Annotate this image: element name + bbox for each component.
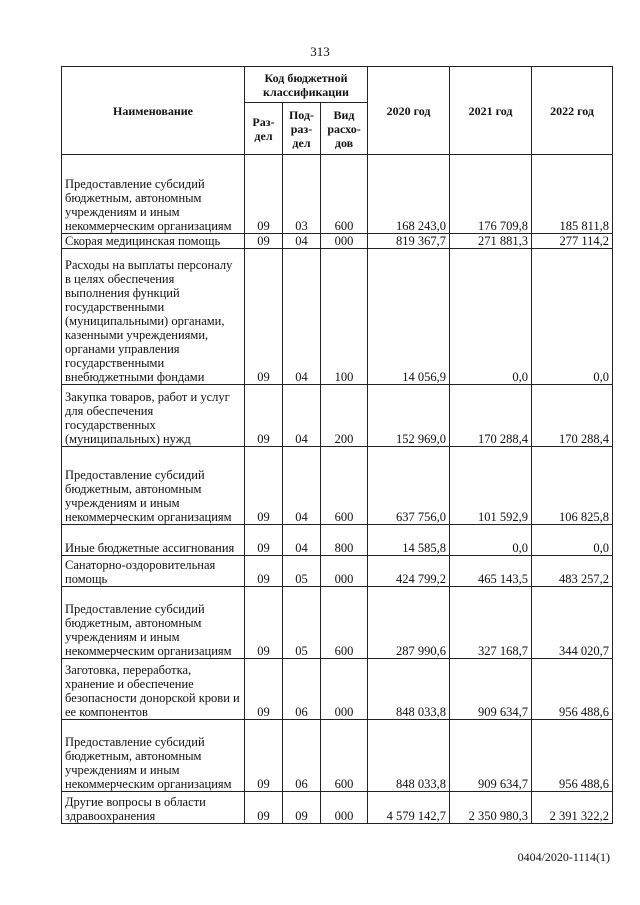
table-row xyxy=(62,447,613,525)
row-value-2022: 2 391 322,2 xyxy=(532,792,613,824)
row-value-2020: 819 367,7 xyxy=(368,234,450,249)
row-value-2021: 465 143,5 xyxy=(450,556,532,587)
row-value-2022: 106 825,8 xyxy=(532,447,613,525)
row-value-2022: 483 257,2 xyxy=(532,556,613,587)
header-name: Наименование xyxy=(62,67,245,155)
row-name: Закупка товаров, работ и услуг для обеспечения государственных (муниципальных) нужд xyxy=(62,385,245,447)
row-section: 09 xyxy=(245,525,283,556)
row-section: 09 xyxy=(245,447,283,525)
row-value-2021: 0,0 xyxy=(450,525,532,556)
row-expense-type: 000 xyxy=(321,659,368,720)
row-value-2022: 0,0 xyxy=(532,249,613,385)
row-value-2020: 14 056,9 xyxy=(368,249,450,385)
table-row xyxy=(62,587,613,659)
row-name: Предоставление субсидий бюджетным, автономным учреждениям и иным некоммерческим организациям xyxy=(62,155,245,234)
table-row xyxy=(62,720,613,792)
row-subsection: 04 xyxy=(283,249,321,385)
row-section: 09 xyxy=(245,385,283,447)
row-value-2021: 909 634,7 xyxy=(450,720,532,792)
header-expense-type: Вид расхо-дов xyxy=(321,103,368,155)
row-subsection: 04 xyxy=(283,385,321,447)
row-name: Предоставление субсидий бюджетным, автономным учреждениям и иным некоммерческим организациям xyxy=(62,587,245,659)
row-value-2021: 101 592,9 xyxy=(450,447,532,525)
header-year-2022: 2022 год xyxy=(532,67,613,155)
row-expense-type: 600 xyxy=(321,155,368,234)
row-value-2021: 327 168,7 xyxy=(450,587,532,659)
row-subsection: 04 xyxy=(283,234,321,249)
header-year-2020: 2020 год xyxy=(368,67,450,155)
row-value-2020: 424 799,2 xyxy=(368,556,450,587)
row-name: Предоставление субсидий бюджетным, автономным учреждениям и иным некоммерческим организациям xyxy=(62,447,245,525)
row-expense-type: 000 xyxy=(321,234,368,249)
header-section: Раз-дел xyxy=(245,103,283,155)
row-value-2022: 956 488,6 xyxy=(532,659,613,720)
row-value-2020: 14 585,8 xyxy=(368,525,450,556)
row-name: Заготовка, переработка, хранение и обеспечение безопасности донорской крови и ее компонентов xyxy=(62,659,245,720)
row-value-2021: 2 350 980,3 xyxy=(450,792,532,824)
row-value-2020: 152 969,0 xyxy=(368,385,450,447)
row-value-2021: 909 634,7 xyxy=(450,659,532,720)
table-row xyxy=(62,556,613,587)
row-value-2020: 848 033,8 xyxy=(368,720,450,792)
row-expense-type: 600 xyxy=(321,587,368,659)
row-value-2020: 848 033,8 xyxy=(368,659,450,720)
table-row xyxy=(62,525,613,556)
row-value-2020: 287 990,6 xyxy=(368,587,450,659)
row-section: 09 xyxy=(245,792,283,824)
header-subsection: Под-раз-дел xyxy=(283,103,321,155)
row-section: 09 xyxy=(245,234,283,249)
row-expense-type: 000 xyxy=(321,792,368,824)
table-body xyxy=(62,155,613,824)
row-expense-type: 600 xyxy=(321,447,368,525)
header-code-group: Код бюджетной классификации xyxy=(245,67,368,103)
row-value-2020: 168 243,0 xyxy=(368,155,450,234)
row-subsection: 06 xyxy=(283,659,321,720)
row-expense-type: 100 xyxy=(321,249,368,385)
row-value-2020: 4 579 142,7 xyxy=(368,792,450,824)
row-section: 09 xyxy=(245,155,283,234)
row-value-2021: 0,0 xyxy=(450,249,532,385)
row-name: Другие вопросы в области здравоохранения xyxy=(62,792,245,824)
row-section: 09 xyxy=(245,249,283,385)
table-row xyxy=(62,385,613,447)
row-subsection: 03 xyxy=(283,155,321,234)
row-subsection: 04 xyxy=(283,525,321,556)
row-value-2022: 185 811,8 xyxy=(532,155,613,234)
row-expense-type: 800 xyxy=(321,525,368,556)
row-subsection: 05 xyxy=(283,556,321,587)
row-name: Иные бюджетные ассигнования xyxy=(62,525,245,556)
row-value-2022: 170 288,4 xyxy=(532,385,613,447)
row-name: Расходы на выплаты персоналу в целях обеспечения выполнения функций государственными (муниципальными) органами, казенными учреждениями, органами управления государственными внебюджетными фондами xyxy=(62,249,245,385)
row-value-2022: 344 020,7 xyxy=(532,587,613,659)
table-row xyxy=(62,155,613,234)
row-expense-type: 000 xyxy=(321,556,368,587)
header-year-2021: 2021 год xyxy=(450,67,532,155)
row-subsection: 04 xyxy=(283,447,321,525)
row-subsection: 09 xyxy=(283,792,321,824)
table-header xyxy=(62,67,613,155)
row-name: Предоставление субсидий бюджетным, автономным учреждениям и иным некоммерческим организациям xyxy=(62,720,245,792)
table-row xyxy=(62,659,613,720)
row-value-2021: 170 288,4 xyxy=(450,385,532,447)
row-value-2021: 176 709,8 xyxy=(450,155,532,234)
row-value-2022: 956 488,6 xyxy=(532,720,613,792)
row-expense-type: 600 xyxy=(321,720,368,792)
document-code: 0404/2020-1114(1) xyxy=(517,850,610,864)
row-value-2022: 0,0 xyxy=(532,525,613,556)
row-value-2022: 277 114,2 xyxy=(532,234,613,249)
row-value-2020: 637 756,0 xyxy=(368,447,450,525)
table-row xyxy=(62,792,613,824)
row-subsection: 06 xyxy=(283,720,321,792)
table-row xyxy=(62,249,613,385)
budget-table xyxy=(61,66,613,824)
row-name: Скорая медицинская помощь xyxy=(62,234,245,249)
row-name: Санаторно-оздоровительная помощь xyxy=(62,556,245,587)
row-subsection: 05 xyxy=(283,587,321,659)
page-number: 313 xyxy=(310,44,330,59)
row-section: 09 xyxy=(245,587,283,659)
row-value-2021: 271 881,3 xyxy=(450,234,532,249)
row-section: 09 xyxy=(245,659,283,720)
table-row xyxy=(62,234,613,249)
row-section: 09 xyxy=(245,556,283,587)
row-expense-type: 200 xyxy=(321,385,368,447)
row-section: 09 xyxy=(245,720,283,792)
